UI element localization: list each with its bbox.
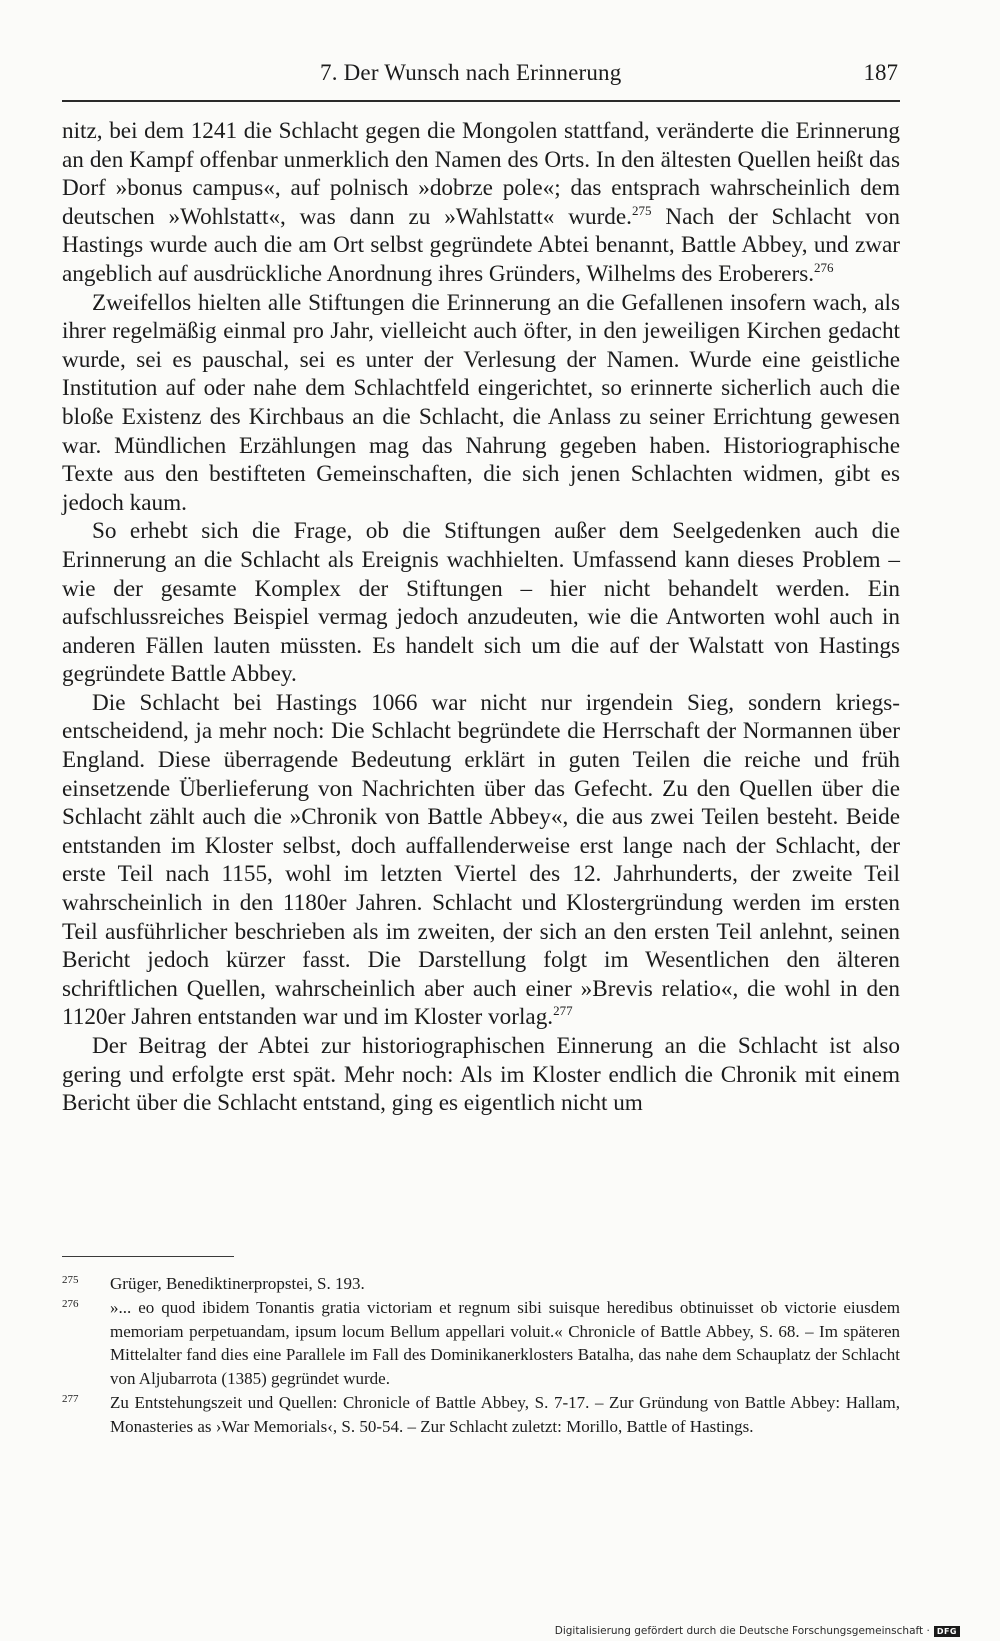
chapter-title: 7. Der Wunsch nach Erinnerung: [320, 60, 622, 85]
footnote-text: Grüger, Benediktinerpropstei, S. 193.: [110, 1274, 365, 1293]
page-number: 187: [863, 60, 898, 85]
paragraph-4: [62, 689, 900, 1032]
paragraph-1-text-b: Nach der Schlacht von Hastings wurde auch die am Ort selbst gegründete Abtei benannt, Battle Abbey, und zwar angeblich auf ausdrückliche Anordnung ihres Gründers, Wilhelms des Eroberers.: [62, 203, 900, 287]
credit-text: Digitalisierung gefördert durch die Deutsche Forschungsgemeinschaft ·: [554, 1625, 930, 1637]
digitization-credit: [555, 1625, 960, 1637]
paragraph-1: [62, 117, 900, 289]
footnote-275: [62, 1272, 900, 1296]
paragraph-2: Zweifellos hielten alle Stiftungen die Erinnerung an die Gefallenen insofern wach, als ihrer regelmäßig einmal pro Jahr, vielleicht auch öfter, in den jeweiligen Kirchen gedacht wurde, sei es pauschal, sei es unter der Verlesung der Namen. Wurde eine geistliche Institution auf oder nahe dem Schlachtfeld eingerichtet, so erinnerte sicherlich auch die bloße Existenz des Kirchbaus an die Schlacht, die Anlass zu seiner Errichtung gewesen war. Mündlichen Erzählungen mag das Nahrung gegeben haben. Historiographische Texte aus den bestifteten Gemeinschaften, die sich jenen Schlachten widmen, gibt es jedoch kaum.: [62, 289, 900, 516]
running-header: [62, 60, 900, 102]
paragraph-1-text-a: nitz, bei dem 1241 die Schlacht gegen die Mongolen stattfand, veränderte die Erinnerung an den Kampf offenbar unmerklich den Namen des Orts. In den ältesten Quellen heißt das Dorf »bonus campus«, auf polnisch »dobrze pole«; das entsprach wahrscheinlich dem deutschen »Wohlstatt«, was dann zu »Wahlstatt« wurde.: [62, 118, 900, 230]
footnote-number: 277: [62, 1392, 79, 1405]
footnotes-section: [62, 1272, 900, 1439]
footnote-divider: [62, 1256, 234, 1257]
paragraph-3: So erhebt sich die Frage, ob die Stiftungen außer dem Seelgedenken auch die Erinnerung an die Schlacht als Ereignis wachhielten. Umfassend kann dieses Problem – wie der gesamte Komplex der Stiftungen – hier nicht behandelt werden. Ein aufschlussreiches Beispiel vermag jedoch anzudeuten, wie die Antworten wohl auch in anderen Fällen lauten müssten. Es handelt sich um die auf der Walstatt von Hastings gegründete Battle Abbey.: [62, 518, 900, 688]
footnote-text: Zu Entstehungszeit und Quellen: Chronicle of Battle Abbey, S. 7-17. – Zur Gründung von Battle Abbey: Hallam, Monasteries as ›War Memorials‹, S. 50-54. – Zur Schlacht zuletzt: Morillo, Battle of Hastings.: [110, 1392, 900, 1436]
footnote-ref-275: 275: [631, 202, 652, 218]
footnote-276: [62, 1296, 900, 1391]
footnote-text: »... eo quod ibidem Tonantis gratia victoriam et regnum sibi suisque heredibus obtinuisset ob victorie eiusdem memoriam perpetuandam, ipsum locum Bellum appellari voluit.« Chronicle of Battle Abbey, S. 68. – Im späteren Mittelalter fand dies eine Parallele im Fall des Dominikanerklosters Batalha, das nahe dem Schauplatz der Schlacht von Aljubarrota (1385) gegründet wurde.: [110, 1297, 900, 1389]
paragraph-5: Der Beitrag der Abtei zur historiographischen Einnerung an die Schlacht ist also gering und erfolgte erst spät. Mehr noch: Als im Kloster endlich die Chronik mit einem Bericht über die Schlacht entstand, ging es eigentlich nicht um: [62, 1033, 900, 1117]
footnote-ref-277: 277: [553, 1003, 573, 1019]
paragraph-4-text: Die Schlacht bei Hastings 1066 war nicht nur irgendein Sieg, sondern kriegsentscheidend, ja mehr noch: Die Schlacht begründete die Herrschaft der Normannen über England. Diese überragende Bedeutung erklärt in guten Teilen die reiche und früh einsetzende Überlieferung von Nachrichten über das Gefecht. Zu den Quellen über die Schlacht zählt auch die »Chronik von Battle Abbey«, die aus zwei Teilen besteht. Beide entstanden im Kloster selbst, doch auffallenderweise erst lange nach der Schlacht, der erste Teil nach 1155, wohl im letzten Viertel des 12. Jahrhunderts, der zweite Teil wahrscheinlich in den 1180er Jahren. Schlacht und Klostergründung werden im ersten Teil ausführlicher beschrieben als im zweiten, der sich an den ersten Teil anlehnt, seinen Bericht jedoch kürzer fasst. Die Darstellung folgt im Wesentlichen den älteren schriftlichen Quellen, wahrscheinlich aber auch einer »Brevis relatio«, die wohl in den 1120er Jahren entstanden war und im Kloster vorlag.: [62, 689, 900, 1031]
footnote-number: 276: [62, 1297, 79, 1310]
main-text: [62, 117, 900, 1118]
dfg-logo-icon: DFG: [934, 1626, 960, 1637]
footnote-ref-276: 276: [814, 259, 834, 275]
footnote-number: 275: [62, 1274, 79, 1286]
footnote-277: [62, 1391, 900, 1439]
